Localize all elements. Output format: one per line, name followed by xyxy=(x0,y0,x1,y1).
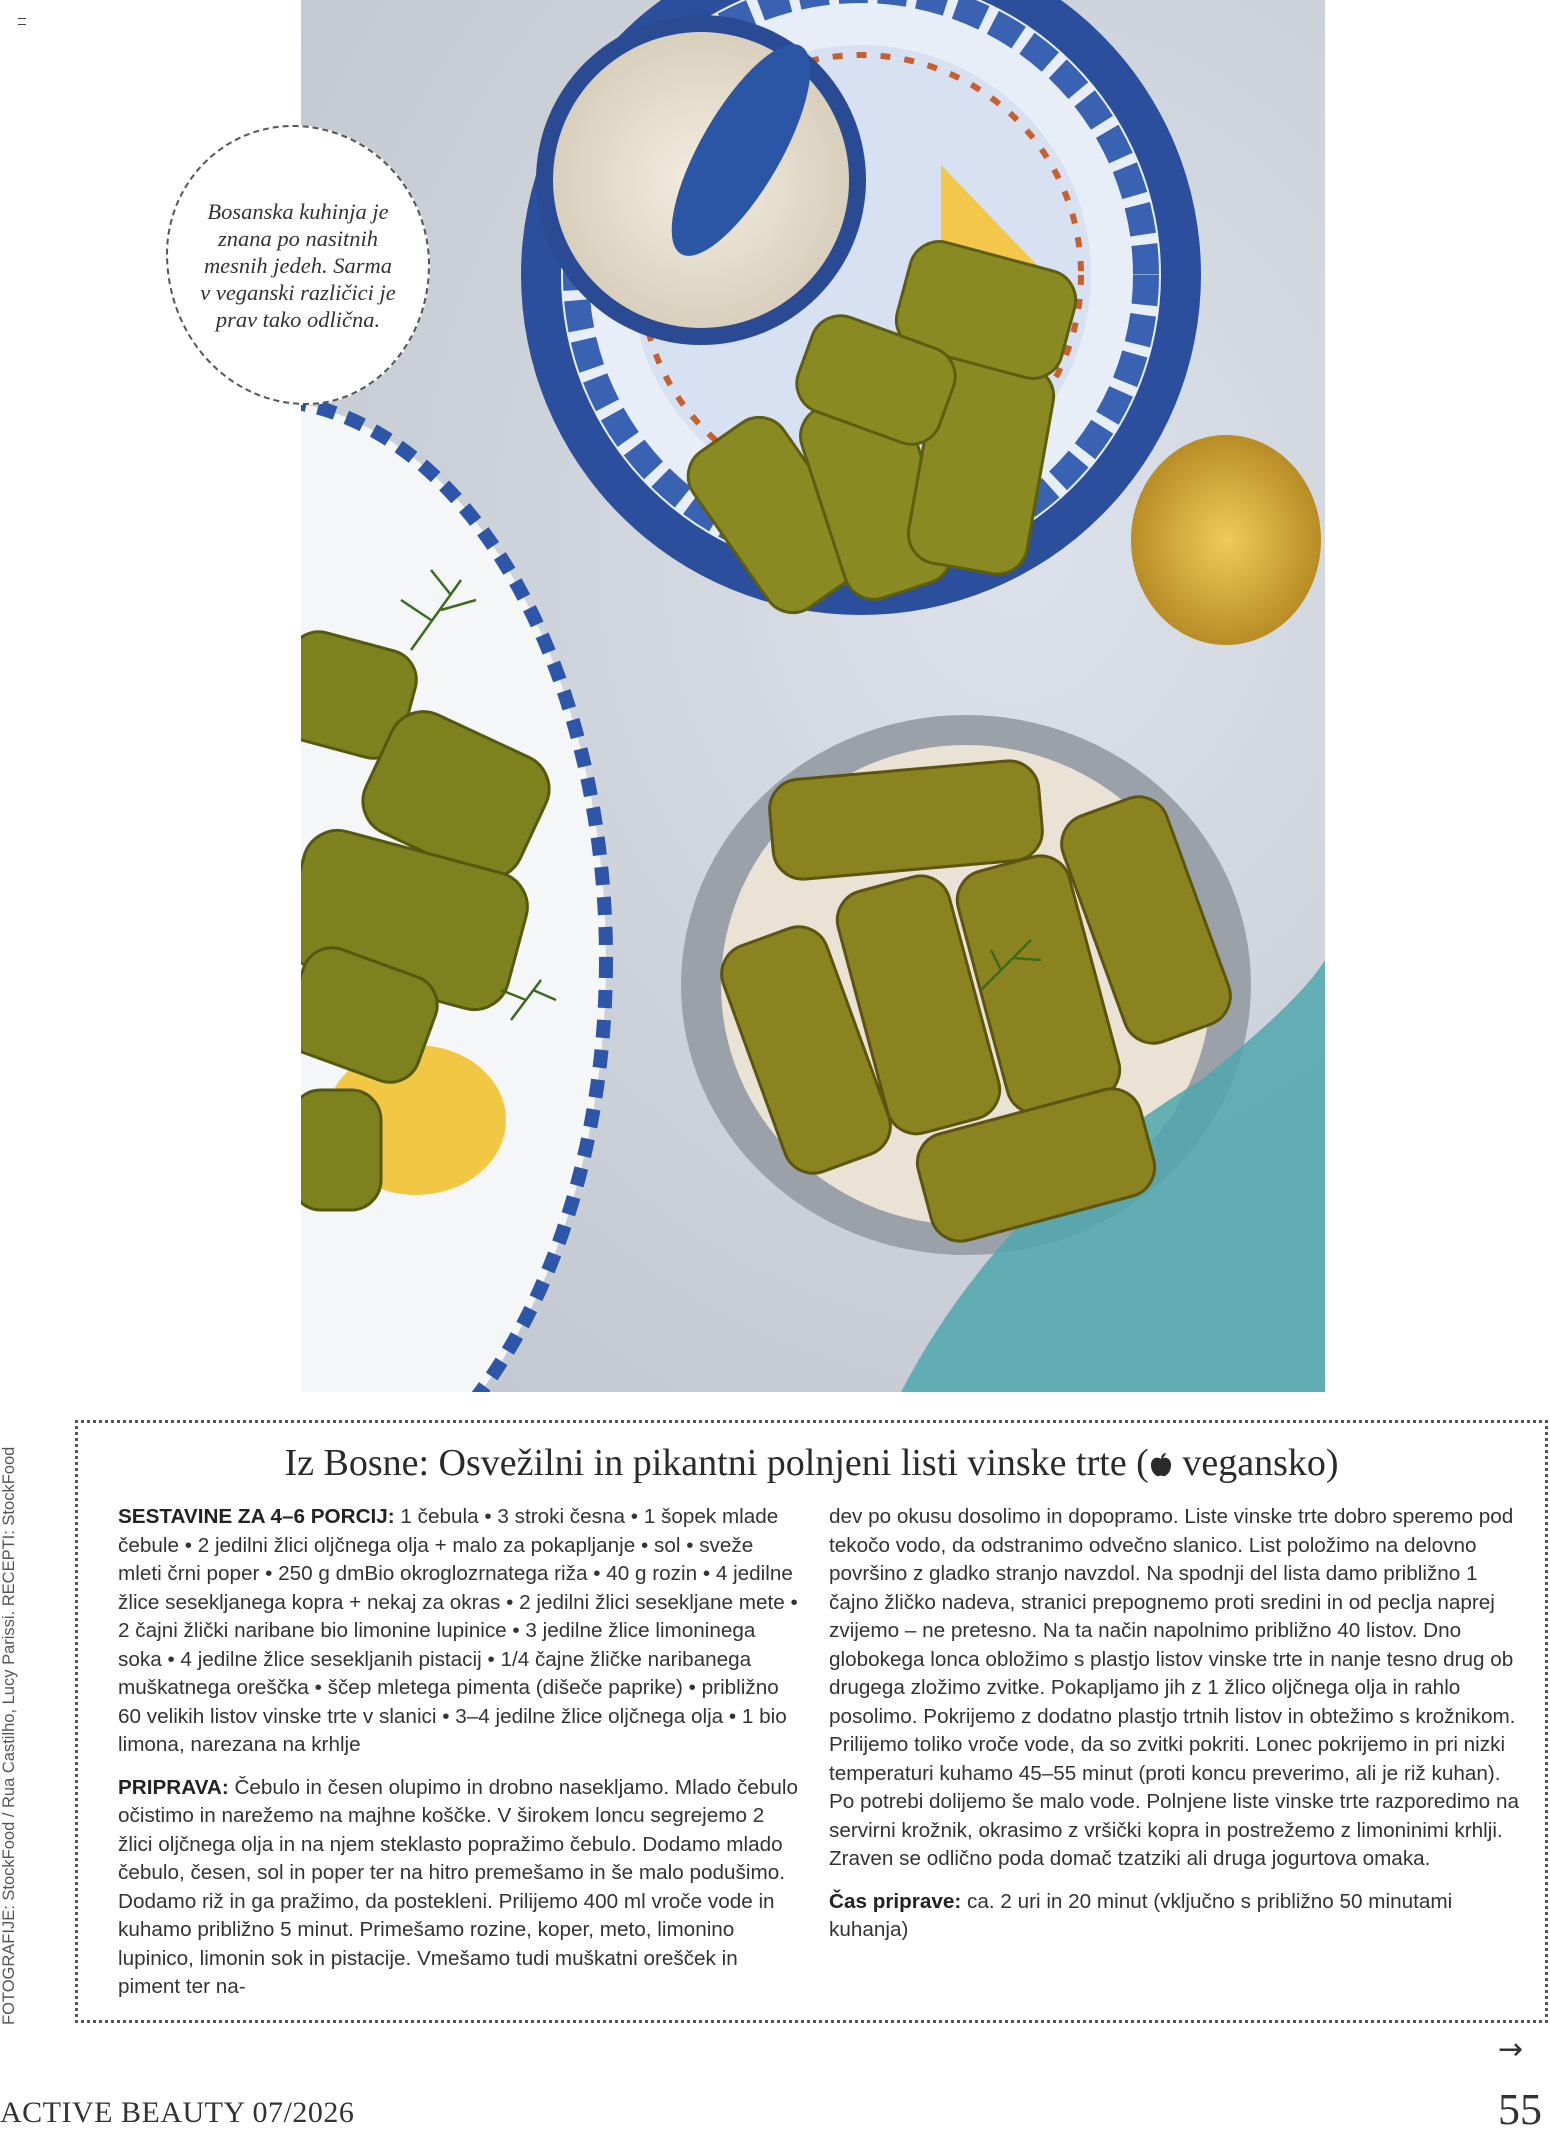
time-paragraph xyxy=(829,1888,1519,1945)
recipe-title-vegan: vegansko) xyxy=(1172,1442,1339,1484)
recipe-column-left xyxy=(118,1503,799,2016)
preparation-label: PRIPRAVA: xyxy=(118,1775,229,1799)
time-value: ca. 2 uri in 20 minut (vključno s približno 50 minutami kuhanja) xyxy=(829,1889,1453,1941)
quote-text: Bosanska kuhinja je znana po nasitnih mesnih jedeh. Sarma v veganski različici je prav tako odlična. xyxy=(200,198,396,332)
ingredients-label: SESTAVINE ZA 4–6 PORCIJ: xyxy=(118,1505,395,1528)
ingredients-text: 1 čebula • 3 stroki česna • 1 šopek mlade čebule • 2 jedilni žlici oljčnega olja + malo za pokapljanje • sol • sveže mleti črni poper • 250 g dmBio okroglozrnatega riža • 40 g rozin • 4 jedilne žlice sesekljanega kopra + nekaj za okras • 2 jedilni žlici sesekljane mete • 2 čajni žlički naribane bio limonine lupinice • 3 jedilne žlice limoninega soka • 4 jedilne žlice sesekljanih pistacij • 1/4 čajne žličke naribanega muškatnega oreščka • ščep mletega pimenta (dišeče paprike) • približno 60 velikih listov vinske trte v slanici • 3–4 jedilne žlice oljčnega olja • 1 bio limona, narezana na krhlje xyxy=(118,1505,798,1756)
page-number: 55 xyxy=(1498,2085,1542,2134)
recipe-title-main: Iz Bosne: Osvežilni in pikantni polnjeni listi vinske trte ( xyxy=(284,1442,1149,1484)
magazine-footer: ACTIVE BEAUTY 07/2026 xyxy=(0,2096,355,2129)
next-page-arrow-icon: → xyxy=(1498,2032,1524,2067)
corner-mark xyxy=(18,18,26,25)
ingredients-paragraph xyxy=(118,1503,799,1760)
photo-illustration xyxy=(301,0,1325,1392)
preparation-paragraph xyxy=(118,1774,799,2002)
quote-bubble xyxy=(166,125,430,405)
photo-credit: FOTOGRAFIJE: StockFood / Rua Castilho, Lucy Parissi. RECEPTI: StockFood xyxy=(0,1446,18,2025)
recipe-title xyxy=(78,1441,1545,1485)
time-label: Čas priprave: xyxy=(829,1889,962,1913)
food-photo xyxy=(301,0,1325,1392)
recipe-box xyxy=(75,1420,1548,2023)
apple-icon xyxy=(1149,1452,1173,1478)
preparation-text-left: Čebulo in česen olupimo in drobno nasekljamo. Mlado čebulo očistimo in narežemo na majhne koščke. V širokem loncu segrejemo 2 žlici oljčnega olja in na njem steklasto popražimo čebulo. Dodamo mlado čebulo, česen, sol in poper ter na hitro premešamo in še malo podušimo. Dodamo riž in ga pražimo, da postekleni. Prilijemo 400 ml vroče vode in kuhamo približno 5 minut. Primešamo rozine, koper, meto, limonino lupinico, limonin sok in pistacije. Vmešamo tudi muškatni orešček in piment ter na- xyxy=(118,1775,798,1998)
recipe-column-right xyxy=(829,1503,1519,1959)
preparation-text-right: dev po okusu dosolimo in dopopramo. Liste vinske trte dobro speremo pod tekočo vodo, da odstranimo odvečno slanico. List položimo na delovno površino z gladko stranjo navzdol. Na spodnji del lista damo približno 1 čajno žličko nadeva, stranici prepognemo proti sredini in od peclja naprej zvijemo – ne pretesno. Na ta način napolnimo približno 40 listov. Dno globokega lonca obložimo s plastjo listov vinske trte in nanje tesno drug ob drugega zložimo zvitke. Pokapljamo jih z 1 žlico oljčnega olja in rahlo posolimo. Pokrijemo z dodatno plastjo trtnih listov in obtežimo s krožnikom. Prilijemo toliko vroče vode, da so zvitki pokriti. Lonec pokrijemo in pri nizki temperaturi kuhamo 45–55 minut (proti koncu preverimo, ali je riž kuhan). Po potrebi dolijemo še malo vode. Polnjene liste vinske trte razporedimo na servirni krožnik, okrasimo z vršički kopra in postrežemo z limoninimi krhlji. Zraven se odlično poda domač tzatziki ali druga jogurtova omaka. xyxy=(829,1505,1519,1870)
